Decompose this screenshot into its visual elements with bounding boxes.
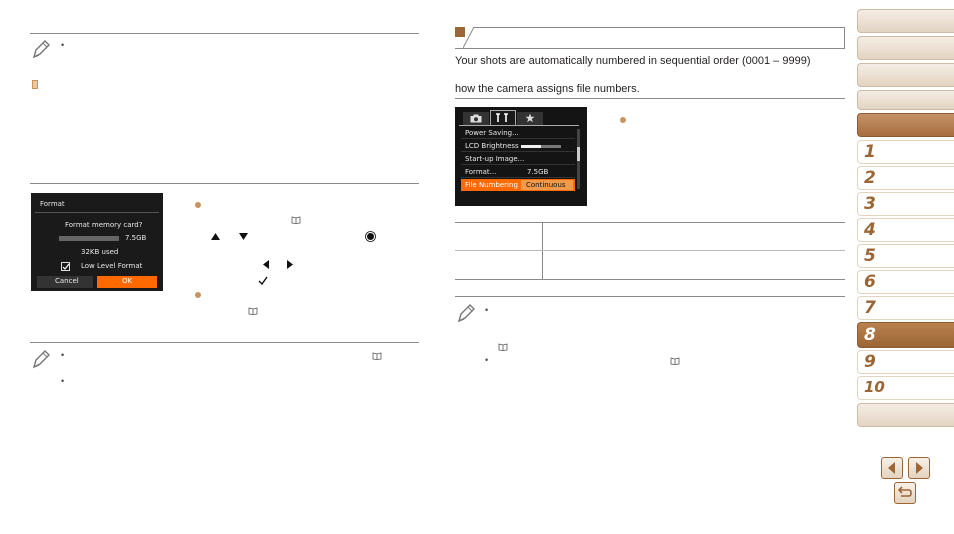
sidebar-chapter-8[interactable]: 8 <box>857 322 954 348</box>
note-bullet: • <box>485 305 489 315</box>
tab-shooting[interactable] <box>463 112 489 125</box>
up-arrow-icon <box>211 233 220 240</box>
next-page-button[interactable] <box>908 457 930 479</box>
book-reference-icon <box>248 307 258 315</box>
format-capacity: 7.5GB <box>125 234 147 242</box>
note-pencil-icon <box>456 302 476 324</box>
step-dot <box>195 292 201 298</box>
cancel-button[interactable]: Cancel <box>37 276 93 288</box>
sidebar-tab-advanced-guide[interactable] <box>857 113 954 137</box>
left-arrow-icon <box>263 260 269 269</box>
menu-item-startup-image[interactable]: Start-up Image... <box>461 153 575 165</box>
note-bullet: • <box>61 40 65 50</box>
sidebar-chapter-2[interactable]: 2 <box>857 166 954 190</box>
menu-item-lcd-brightness[interactable]: LCD Brightness <box>461 140 575 152</box>
note-pencil-icon <box>31 38 51 60</box>
book-reference-icon <box>372 352 382 360</box>
note-bullet: • <box>61 350 65 360</box>
book-reference-icon <box>291 216 301 224</box>
section-heading-bar <box>455 27 845 49</box>
sidebar-chapter-3[interactable]: 3 <box>857 192 954 216</box>
arrow-left-icon <box>882 458 902 478</box>
sidebar-tab-basic-guide[interactable] <box>857 90 954 110</box>
format-screen-header: Format <box>40 200 65 208</box>
menu-item-power-saving[interactable]: Power Saving... <box>461 128 575 139</box>
return-arrow-icon <box>895 483 915 503</box>
checkmark-icon <box>62 263 70 271</box>
sidebar-chapter-1[interactable]: 1 <box>857 140 954 164</box>
format-camera-screen <box>31 193 163 291</box>
return-button[interactable] <box>894 482 916 504</box>
star-icon <box>525 113 535 123</box>
format-used: 32KB used <box>81 248 119 256</box>
sidebar-chapter-10[interactable]: 10 <box>857 376 954 400</box>
sidebar-chapter-5[interactable]: 5 <box>857 244 954 268</box>
sidebar-chapter-6[interactable]: 6 <box>857 270 954 294</box>
sidebar-tab-before-use[interactable] <box>857 36 954 60</box>
tab-my-menu[interactable] <box>517 112 543 125</box>
arrow-right-icon <box>909 458 929 478</box>
menu-scrollbar[interactable] <box>577 129 580 189</box>
note-pencil-icon <box>31 348 51 370</box>
book-reference-icon <box>498 343 508 351</box>
note-bullet: • <box>485 355 489 365</box>
brightness-bar <box>521 145 561 148</box>
func-set-button-icon <box>365 231 376 242</box>
format-question: Format memory card? <box>65 221 143 229</box>
step-dot <box>195 202 201 208</box>
tab-setup[interactable] <box>490 110 516 125</box>
book-reference-icon <box>670 357 680 365</box>
intro-line-2: how the camera assigns file numbers. <box>455 83 640 95</box>
prev-page-button[interactable] <box>881 457 903 479</box>
wrench-icon <box>496 113 510 123</box>
low-level-checkbox[interactable] <box>61 262 70 271</box>
sidebar-tab-common-ops[interactable] <box>857 63 954 87</box>
settings-camera-screen <box>455 107 587 206</box>
down-arrow-icon <box>239 233 248 240</box>
capacity-bar <box>59 236 119 241</box>
intro-line-1: Your shots are automatically numbered in sequential order (0001 – 9999) <box>455 55 811 67</box>
step-dot <box>620 117 626 123</box>
option-table-row <box>455 222 845 250</box>
sidebar-chapter-7[interactable]: 7 <box>857 296 954 320</box>
note-bullet: • <box>61 376 65 386</box>
ok-button[interactable]: OK <box>97 276 157 288</box>
section-marker <box>32 80 38 89</box>
option-table-row <box>455 251 845 279</box>
sidebar-chapter-9[interactable]: 9 <box>857 350 954 374</box>
sidebar-tab-cover[interactable] <box>857 9 954 33</box>
menu-item-file-numbering[interactable]: File Numbering Continuous <box>461 179 575 191</box>
sidebar-tab-index[interactable] <box>857 403 954 427</box>
camera-icon <box>470 114 482 123</box>
menu-item-format[interactable]: Format... 7.5GB <box>461 166 575 178</box>
sidebar-chapter-4[interactable]: 4 <box>857 218 954 242</box>
right-arrow-icon <box>287 260 293 269</box>
checkmark-icon <box>258 276 268 285</box>
low-level-label: Low Level Format <box>81 262 143 270</box>
